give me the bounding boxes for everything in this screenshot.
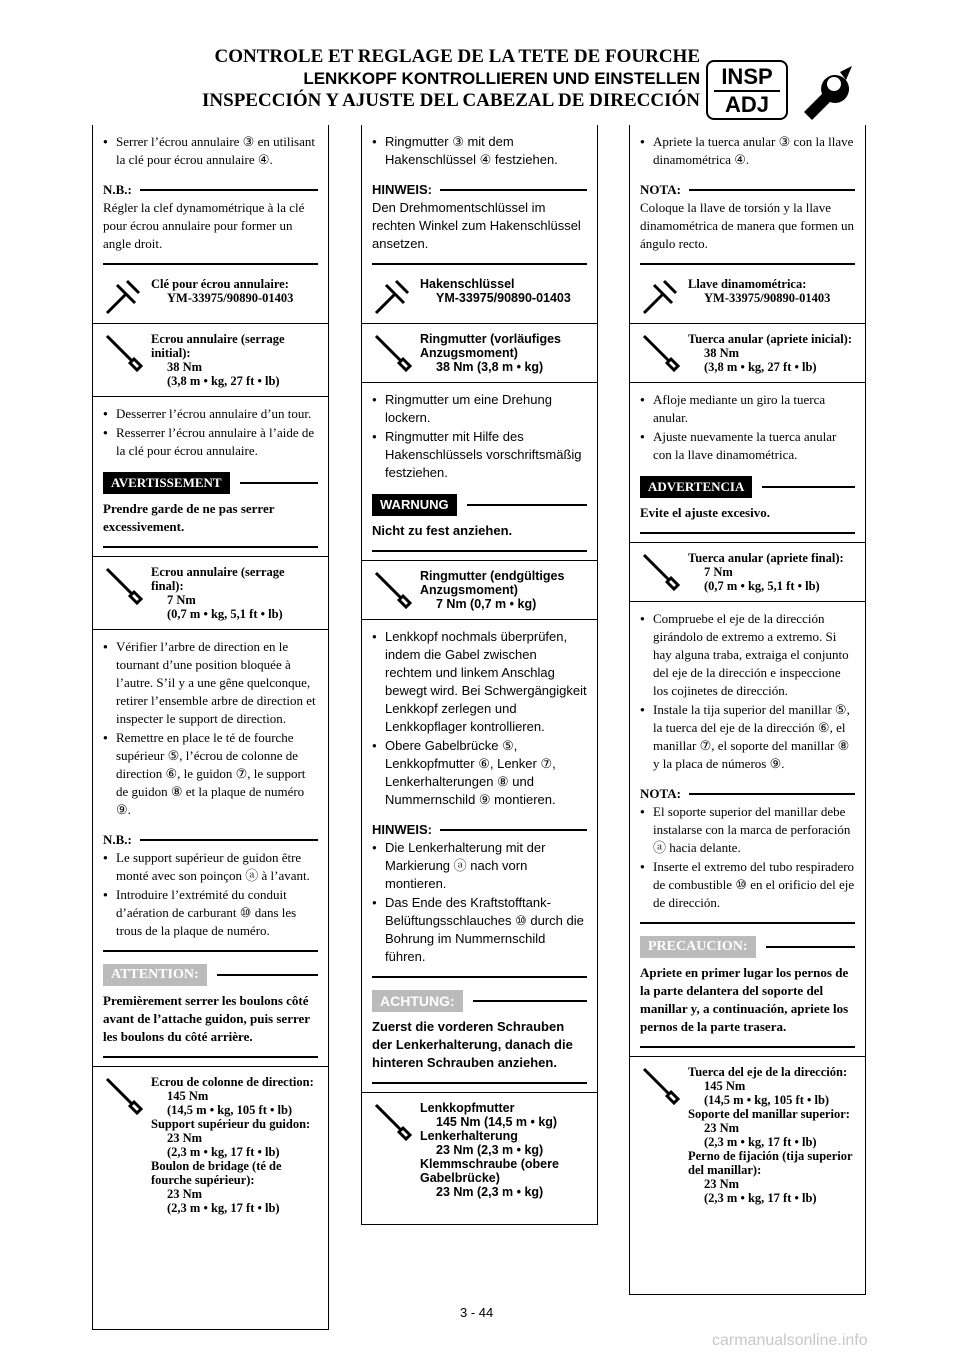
list-item: ● Obere Gabelbrücke ⑤, Lenkkopfmutter ⑥, Lenker ⑦, Lenkerhalterungen ⑧ und Nummernschild ⑨ montieren. [372, 737, 587, 809]
spec-value: 23 Nm [704, 1177, 740, 1191]
special-tool-icon [372, 277, 412, 317]
caution-heading [372, 990, 587, 1012]
spec-tool [93, 269, 328, 323]
badge-top: INSP [714, 64, 780, 92]
list-item: ● Remettre en place le té de fourche supérieur ⑤, l’écrou de colonne de direction ⑥, le guidon ⑦, le support de guidon ⑧ et la plaque de numéro ⑨. [103, 729, 318, 819]
special-tool-icon [640, 277, 680, 317]
spec-torque [93, 1066, 328, 1223]
spec-value: 23 Nm [167, 1187, 203, 1201]
warning-text: Prendre garde de ne pas serrer excessivement. [103, 501, 275, 534]
spec-torque [630, 1056, 865, 1213]
torque-wrench-icon [372, 1101, 412, 1141]
spec-label: Soporte del manillar superior: [688, 1107, 850, 1121]
list-item: ● Serrer l’écrou annulaire ③ en utilisant la clé pour écrou annulaire ④. [103, 133, 318, 169]
spec-value: (0,7 m • kg, 5,1 ft • lb) [167, 607, 283, 621]
spec-value: 23 Nm (2,3 m • kg) [436, 1185, 544, 1199]
spec-value: (3,8 m • kg, 27 ft • lb) [704, 360, 817, 374]
spec-value: (3,8 m • kg, 27 ft • lb) [167, 374, 280, 388]
spec-label: Perno de fijación (tija superior del manillar): [688, 1149, 853, 1177]
torque-wrench-icon [372, 569, 412, 609]
column-german [361, 125, 598, 1225]
note-text: Régler la clef dynamométrique à la clé pour écrou annulaire pour former un angle droit. [103, 200, 305, 251]
warning-label: WARNUNG [372, 494, 457, 516]
caution-label: ACHTUNG: [372, 990, 463, 1012]
spec-value: 38 Nm [167, 360, 203, 374]
note-label: NOTA: [640, 182, 681, 197]
torque-wrench-icon [103, 1075, 143, 1115]
spec-value: 23 Nm [704, 1121, 740, 1135]
caution-label: PRECAUCION: [640, 936, 756, 958]
section-badge [706, 60, 788, 120]
torque-wrench-icon [103, 332, 143, 372]
page-header [0, 46, 700, 112]
list-item: ● Ringmutter mit Hilfe des Hakenschlüssels vorschriftsmäßig festziehen. [372, 428, 587, 482]
spec-tool [362, 269, 597, 323]
inspection-wrench-icon [796, 62, 856, 120]
spec-value: 145 Nm (14,5 m • kg) [436, 1115, 558, 1129]
list-item: ● Ringmutter ③ mit dem Hakenschlüssel ④ festziehen. [372, 133, 587, 169]
torque-wrench-icon [640, 332, 680, 372]
title-fr: CONTROLE ET REGLAGE DE LA TETE DE FOURCHE [214, 46, 700, 67]
spec-value: YM-33975/90890-01403 [167, 291, 294, 305]
warning-heading [640, 476, 855, 498]
torque-wrench-icon [372, 332, 412, 372]
warning-label: AVERTISSEMENT [103, 472, 230, 494]
spec-value: (2,3 m • kg, 17 ft • lb) [167, 1145, 280, 1159]
spec-label: Klemmschraube (obere Gabelbrücke) [420, 1157, 559, 1185]
list-item: ● Inserte el extremo del tubo respiradero de combustible ⑩ en el orificio del eje de dirección. [640, 858, 855, 912]
title-de: LENKKOPF KONTROLLIEREN UND EINSTELLEN [303, 69, 700, 88]
note-heading [640, 785, 855, 803]
spec-label: Ringmutter (vorläufiges Anzugsmoment) [420, 332, 561, 360]
spec-label: Ringmutter (endgültiges Anzugsmoment) [420, 569, 565, 597]
list-item: ● Desserrer l’écrou annulaire d’un tour. [103, 405, 318, 423]
note-label: N.B.: [103, 832, 132, 847]
spec-value: (14,5 m • kg, 105 ft • lb) [704, 1093, 830, 1107]
spec-label: Lenkerhalterung [420, 1129, 518, 1143]
list-item: ● Apriete la tuerca anular ③ con la llave dinamométrica ④. [640, 133, 855, 169]
spec-label: Support supérieur du guidon: [151, 1117, 311, 1131]
list-item: ● Lenkkopf nochmals überprüfen, indem die Gabel zwischen rechtem und linkem Anschlag bewegt wird. Bei Schwergängigkeit Lenkkopf zerlegen und Lenkkopflager kontrollieren. [372, 628, 587, 736]
torque-wrench-icon [640, 551, 680, 591]
spec-torque [362, 1092, 597, 1207]
spec-label: Ecrou annulaire (serrage final): [151, 565, 285, 593]
spec-label: Clé pour écrou annulaire: [151, 277, 289, 291]
spec-label: Ecrou de colonne de direction: [151, 1075, 314, 1089]
spec-torque [93, 556, 328, 629]
note-heading [103, 831, 318, 849]
spec-value: 38 Nm [704, 346, 740, 360]
list-item: ● El soporte superior del manillar debe instalarse con la marca de perforación ⓐ hacia delante. [640, 803, 855, 857]
spec-label: Hakenschlüssel [420, 277, 515, 291]
special-tool-icon [103, 277, 143, 317]
spec-value: 145 Nm [167, 1089, 209, 1103]
spec-value: YM-33975/90890-01403 [436, 291, 571, 305]
spec-label: Ecrou annulaire (serrage initial): [151, 332, 285, 360]
list-item: ● Afloje mediante un giro la tuerca anular. [640, 391, 855, 427]
list-item: ● Das Ende des Kraftstofftank-Belüftungsschlauches ⑩ durch die Bohrung im Nummernschild führen. [372, 894, 587, 966]
spec-value: 7 Nm [704, 565, 733, 579]
list-item: ● Die Lenkerhalterung mit der Markierung ⓐ nach vorn montieren. [372, 839, 587, 893]
spec-value: 23 Nm [167, 1131, 203, 1145]
caution-text: Apriete en primer lugar los pernos de la parte delantera del soporte del manillar y, a continuación, apriete los pernos de la parte trasera. [640, 965, 849, 1034]
note-heading [372, 181, 587, 199]
column-spanish [629, 125, 866, 1295]
spec-value: (2,3 m • kg, 17 ft • lb) [167, 1201, 280, 1215]
note-heading [103, 181, 318, 199]
spec-label: Tuerca anular (apriete inicial): [688, 332, 852, 346]
note-heading [640, 181, 855, 199]
column-french [92, 125, 329, 1330]
list-item: ● Resserrer l’écrou annulaire à l’aide de la clé pour écrou annulaire. [103, 424, 318, 460]
list-item: ● Introduire l’extrémité du conduit d’aération de carburant ⑩ dans les trous de la plaque de numéro. [103, 886, 318, 940]
spec-torque [630, 323, 865, 382]
note-label: HINWEIS: [372, 822, 432, 837]
list-item: ● Vérifier l’arbre de direction en le tournant d’une position bloquée à l’autre. S’il y a une gêne quelconque, retirer l’ensemble arbre de direction et inspecter le support de direction. [103, 638, 318, 728]
spec-value: 23 Nm (2,3 m • kg) [436, 1143, 544, 1157]
spec-torque [630, 542, 865, 601]
spec-torque [362, 323, 597, 382]
warning-heading [372, 494, 587, 516]
watermark: carmanualsonline.info [712, 1332, 868, 1349]
badge-bottom: ADJ [724, 92, 769, 117]
spec-value: 38 Nm (3,8 m • kg) [436, 360, 544, 374]
spec-value: 7 Nm (0,7 m • kg) [436, 597, 537, 611]
spec-value: (0,7 m • kg, 5,1 ft • lb) [704, 579, 820, 593]
spec-label: Lenkkopfmutter [420, 1101, 515, 1115]
spec-value: (2,3 m • kg, 17 ft • lb) [704, 1191, 817, 1205]
spec-value: 145 Nm [704, 1079, 746, 1093]
spec-value: 7 Nm [167, 593, 196, 607]
caution-text: Premièrement serrer les boulons côté avant de l’attache guidon, puis serrer les boulons du côté arrière. [103, 993, 310, 1044]
warning-text: Nicht zu fest anziehen. [372, 523, 513, 538]
caution-heading [103, 964, 318, 986]
spec-tool [630, 269, 865, 323]
list-item: ● Ringmutter um eine Drehung lockern. [372, 391, 587, 427]
spec-torque [93, 323, 328, 396]
warning-heading [103, 472, 318, 494]
note-text: Den Drehmomentschlüssel im rechten Winkel zum Hakenschlüssel ansetzen. [372, 200, 581, 251]
spec-label: Llave dinamométrica: [688, 277, 807, 291]
spec-label: Tuerca del eje de la dirección: [688, 1065, 848, 1079]
list-item: ● Instale la tija superior del manillar ⑤, la tuerca del eje de la dirección ⑥, el manillar ⑦, el soporte del manillar ⑧ y la placa de números ⑨. [640, 701, 855, 773]
warning-text: Evite el ajuste excesivo. [640, 505, 770, 520]
note-label: N.B.: [103, 182, 132, 197]
caution-heading [640, 936, 855, 958]
spec-label: Boulon de bridage (té de fourche supérieur): [151, 1159, 282, 1187]
torque-wrench-icon [103, 565, 143, 605]
caution-text: Zuerst die vorderen Schrauben der Lenkerhalterung, danach die hinteren Schrauben anziehen. [372, 1019, 573, 1070]
spec-value: (14,5 m • kg, 105 ft • lb) [167, 1103, 293, 1117]
note-heading [372, 821, 587, 839]
note-text: Coloque la llave de torsión y la llave dinamométrica de manera que formen un ángulo recto. [640, 200, 855, 251]
note-label: HINWEIS: [372, 182, 432, 197]
spec-value: YM-33975/90890-01403 [704, 291, 831, 305]
list-item: ● Ajuste nuevamente la tuerca anular con la llave dinamométrica. [640, 428, 855, 464]
note-label: NOTA: [640, 786, 681, 801]
list-item: ● Compruebe el eje de la dirección girándolo de extremo a extremo. Si hay alguna traba, extraiga el conjunto del eje de la dirección e inspeccione los cojinetes de dirección. [640, 610, 855, 700]
list-item: ● Le support supérieur de guidon être monté avec son poinçon ⓐ à l’avant. [103, 849, 318, 885]
page-number: 3 - 44 [460, 1305, 494, 1320]
spec-torque [362, 560, 597, 619]
spec-value: (2,3 m • kg, 17 ft • lb) [704, 1135, 817, 1149]
caution-label: ATTENTION: [103, 964, 207, 986]
spec-label: Tuerca anular (apriete final): [688, 551, 844, 565]
title-es: INSPECCIÓN Y AJUSTE DEL CABEZAL DE DIRECCIÓN [202, 90, 700, 111]
torque-wrench-icon [640, 1065, 680, 1105]
warning-label: ADVERTENCIA [640, 476, 752, 498]
